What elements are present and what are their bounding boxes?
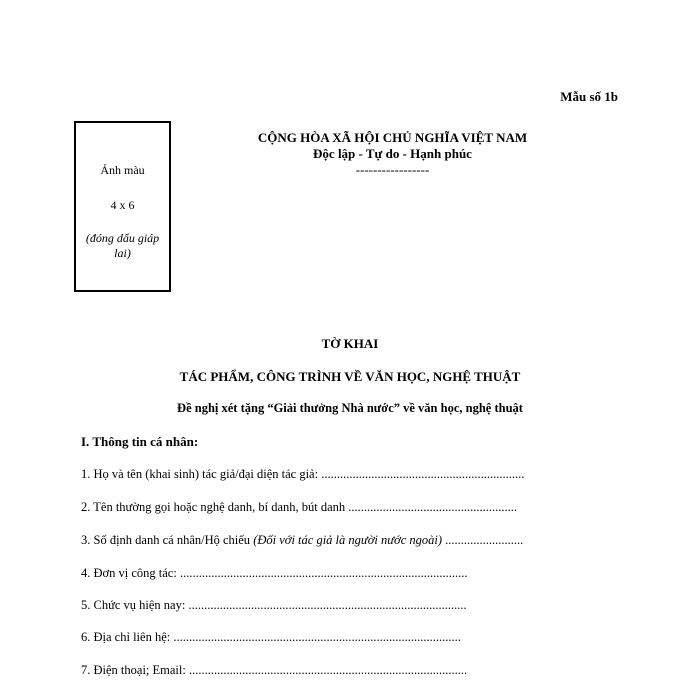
form-number: Mẫu số 1b [560,89,618,104]
photo-label-stamp: (đóng dấu giáp lai) [85,231,160,260]
field-blank: ............................................................................................ [179,566,468,580]
field-blank: ................................................................. [321,467,525,481]
field-workplace[interactable] [81,566,467,581]
field-label: 5. Chức vụ hiện nay: [81,598,189,612]
photo-label-color: Ảnh màu [100,163,145,177]
field-blank: ......................................................................................... [188,598,467,612]
field-blank: ...................................................... [348,500,518,514]
field-label: 7. Điện thoại; Email: [81,663,189,677]
field-label: 2. Tên thường gọi hoặc nghệ danh, bí danh, bút danh [81,500,349,514]
country-name: CỘNG HÒA XÃ HỘI CHỦ NGHĨA VIỆT NAM [257,130,528,145]
field-blank: ......................... [442,533,524,547]
field-address[interactable] [81,630,461,645]
national-header [200,130,585,178]
field-full-name[interactable] [81,467,524,482]
document-purpose: Đề nghị xét tặng “Giải thưởng Nhà nước” về văn học, nghệ thuật [177,401,523,415]
field-id-passport[interactable] [81,533,523,548]
field-label: 1. Họ và tên (khai sinh) tác giả/đại diện tác giả: [81,467,322,481]
field-blank: ......................................................................................... [188,663,468,677]
photo-placeholder-box [74,121,171,292]
national-motto: Độc lập - Tự do - Hạnh phúc [313,146,472,161]
field-position[interactable] [81,598,467,613]
field-label: 6. Địa chỉ liên hệ: [81,630,174,644]
photo-label-size: 4 x 6 [110,198,135,212]
field-note: (Đối với tác giả là người nước ngoài) [253,533,443,547]
header-divider: ----------------- [355,162,430,177]
field-label: 3. Số định danh cá nhân/Hộ chiếu [81,533,254,547]
field-phone-email[interactable] [81,663,467,678]
document-title: TỜ KHAI [321,336,379,351]
document-subtitle: TÁC PHẨM, CÔNG TRÌNH VỀ VĂN HỌC, NGHỆ THUẬT [179,369,521,384]
field-alias[interactable] [81,500,517,515]
section-heading-personal-info: I. Thông tin cá nhân: [81,434,199,449]
field-label: 4. Đơn vị công tác: [81,566,180,580]
field-blank: ............................................................................................ [173,630,461,644]
